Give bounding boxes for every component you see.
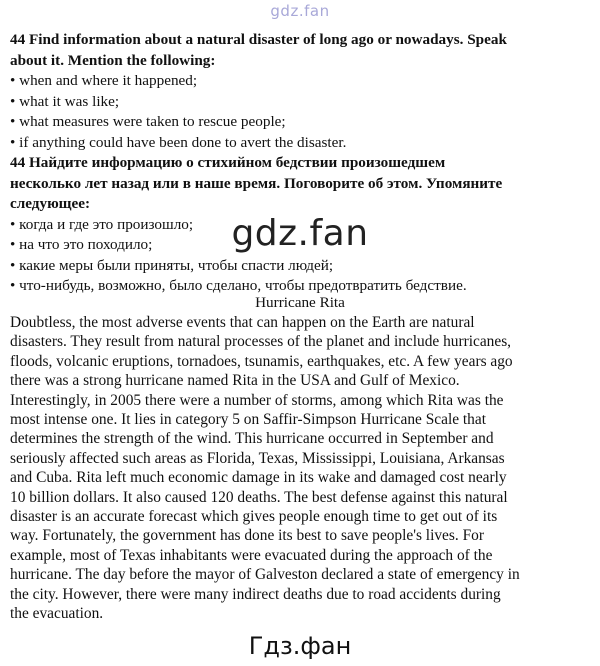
story-line: the city. However, there were many indirect deaths due to road accidents during <box>10 585 501 603</box>
story-line: 10 billion dollars. It also caused 120 deaths. The best defense against this natural <box>10 488 508 506</box>
top-watermark: gdz.fan <box>270 2 330 20</box>
story-line: hurricane. The day before the mayor of Galveston declared a state of emergency in <box>10 566 520 584</box>
task-ru-bullets <box>10 215 595 297</box>
list-item: • когда и где это произошло; <box>10 215 595 236</box>
bottom-watermark: Гдз.фан <box>248 632 352 660</box>
task-ru-heading-line-1: 44 Найдите информацию о стихийном бедствии произошедшем <box>10 154 446 171</box>
story-line: Interestingly, in 2005 there were a number of storms, among which Rita was the <box>10 391 504 409</box>
story-line: example, most of Texas inhabitants were evacuated during the approach of the <box>10 546 493 564</box>
task-ru-heading-line-2: несколько лет назад или в наше время. Поговорите об этом. Упомяните <box>10 174 503 192</box>
story-line: disaster is an accurate forecast which gives people enough time to get out of its <box>10 508 498 526</box>
story-line: Doubtless, the most adverse events that can happen on the Earth are natural <box>10 314 475 331</box>
story-line: way. Fortunately, the government has done its best to save people's lives. For <box>10 527 484 545</box>
list-item: • what it was like; <box>10 92 595 113</box>
list-item: • какие меры были приняты, чтобы спасти людей; <box>10 256 595 277</box>
story-title: Hurricane Rita <box>255 294 345 311</box>
task-block <box>10 30 595 297</box>
task-ru-heading-line-3: следующее: <box>10 195 91 212</box>
list-item: • на что это походило; <box>10 235 595 256</box>
task-en-heading <box>10 30 595 71</box>
story-line: most intense one. It lies in category 5 on Saffir-Simpson Hurricane Scale that <box>10 411 486 429</box>
list-item: • when and where it happened; <box>10 71 595 92</box>
task-en-heading-line-1: 44 Find information about a natural disaster of long ago or nowadays. Speak <box>10 31 507 48</box>
story-line: seriously affected such areas as Florida, Texas, Mississippi, Louisiana, Arkansas <box>10 449 505 467</box>
story-line: there was a strong hurricane named Rita in the USA and Gulf of Mexico. <box>10 372 460 390</box>
task-en-heading-line-2: about it. Mention the following: <box>10 51 216 69</box>
task-en-bullets <box>10 71 595 153</box>
list-item: • что-нибудь, возможно, было сделано, чтобы предотвратить бедствие. <box>10 276 595 297</box>
middle-watermark: gdz.fan <box>231 213 369 254</box>
story-line: the evacuation. <box>10 605 104 623</box>
story-line: determines the strength of the wind. This hurricane occurred in September and <box>10 430 494 448</box>
list-item: • what measures were taken to rescue people; <box>10 112 595 133</box>
story-line: and Cuba. Rita left much economic damage in its wake and damaged cost nearly <box>10 469 507 487</box>
story-line: disasters. They result from natural processes of the planet and include hurricanes, <box>10 333 512 351</box>
story-text <box>10 313 595 624</box>
list-item: • if anything could have been done to avert the disaster. <box>10 133 595 154</box>
task-ru-heading <box>10 153 595 215</box>
story-line: floods, volcanic eruptions, tornadoes, tsunamis, earthquakes, etc. A few years ago <box>10 352 513 370</box>
